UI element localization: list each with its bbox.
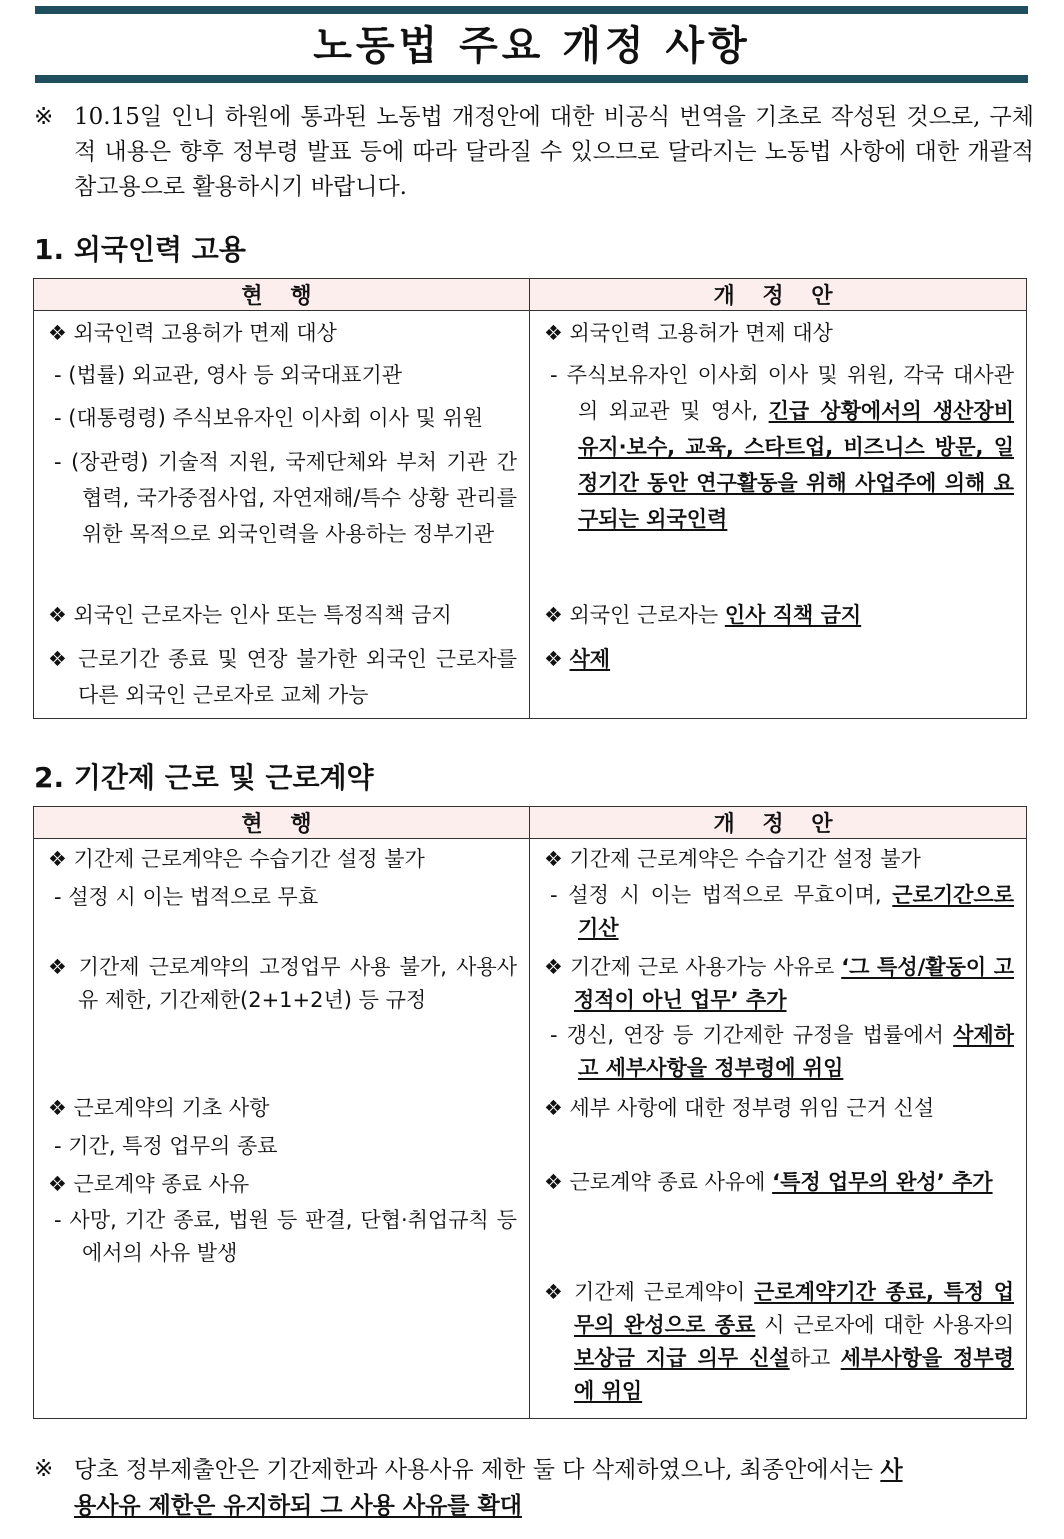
current-subitem: - (법률) 외교관, 영사 등 외국대표기관 — [54, 363, 403, 387]
column-amend-header: 개 정 안 — [530, 279, 1027, 311]
column-current-header: 현 행 — [34, 279, 530, 311]
underlined-text: ‘그 특성/활동이 고정적이 아닌 업무’ 추가 — [574, 955, 1014, 1012]
amend-item: ❖ 기간제 근로계약이 근로계약기간 종료, 특정 업무의 완성으로 종료 시 근로자에 대한 사용자의 보상금 지급 의무 신설하고 세부사항을 정부령에 위임 — [544, 1280, 1014, 1403]
underlined-text: 긴급 상황에서의 생산장비 유지·보수, 교육, 스타트업, 비즈니스 방문, 일정기간 동안 연구활동을 위해 사업주에 의해 요구되는 외국인력 — [578, 399, 1014, 531]
page-title: 노동법 주요 개정 사항 — [313, 23, 751, 69]
current-subitem: - (장관령) 기술적 지원, 국제단체와 부처 기관 간 협력, 국가중점사업, 자연재해/특수 상황 관리를 위한 목적으로 외국인력을 사용하는 정부기관 — [54, 450, 517, 546]
note-mark: ※ — [34, 1456, 54, 1482]
top-note — [34, 100, 1034, 205]
underlined-text: 보상금 지급 의무 신설 — [574, 1346, 790, 1370]
amend-item: ❖ 기간제 근로 사용가능 사유로 ‘그 특성/활동이 고정적이 아닌 업무’ 추가 — [544, 955, 1014, 1012]
bottom-note — [34, 1452, 914, 1524]
current-item: ❖ 근로계약 종료 사유 — [48, 1172, 250, 1196]
amend-subitem: - 주식보유자인 이사회 이사 및 위원, 각국 대사관의 외교관 및 영사, 긴급 상황에서의 생산장비 유지·보수, 교육, 스타트업, 비즈니스 방문, 일정기간 동안 연구활동을 위해 사업주에 의해 요구되는 외국인력 — [550, 363, 1014, 531]
top-rule-lower — [35, 75, 1028, 83]
amend-item: ❖ 외국인력 고용허가 면제 대상 — [544, 321, 833, 345]
amend-item: ❖ 세부 사항에 대한 정부령 위임 근거 신설 — [544, 1096, 935, 1120]
underlined-text: 삭제하고 세부사항을 정부령에 위임 — [578, 1023, 1014, 1080]
amend-item: ❖ 외국인 근로자는 인사 직책 금지 — [544, 603, 862, 627]
underlined-text: 세부사항을 정부령에 위임 — [574, 1346, 1014, 1403]
current-item: ❖ 기간제 근로계약은 수습기간 설정 불가 — [48, 847, 425, 871]
current-subitem: - (대통령령) 주식보유자인 이사회 이사 및 위원 — [54, 406, 484, 430]
section-2-table — [33, 806, 1027, 1419]
underlined-text: 사용사유 제한은 유지하되 그 사용 사유를 확대 — [74, 1456, 903, 1519]
current-subitem: - 사망, 기간 종료, 법원 등 판결, 단협·취업규칙 등에서의 사유 발생 — [54, 1208, 517, 1265]
current-item: ❖ 기간제 근로계약의 고정업무 사용 불가, 사용사유 제한, 기간제한(2+1+2년) 등 규정 — [48, 955, 517, 1012]
underlined-text: ‘특정 업무의 완성’ 추가 — [772, 1170, 993, 1194]
current-item: ❖ 외국인 근로자는 인사 또는 특정직책 금지 — [48, 603, 452, 627]
amend-item: ❖ 근로계약 종료 사유에 ‘특정 업무의 완성’ 추가 — [544, 1170, 993, 1194]
amend-subitem: - 갱신, 연장 등 기간제한 규정을 법률에서 삭제하고 세부사항을 정부령에 위임 — [550, 1023, 1014, 1080]
underlined-text: 근로기간으로 기산 — [578, 883, 1014, 940]
column-current-header: 현 행 — [34, 807, 530, 839]
amend-subitem: - 설정 시 이는 법적으로 무효이며, 근로기간으로 기산 — [550, 883, 1014, 940]
current-item: ❖ 외국인력 고용허가 면제 대상 — [48, 321, 337, 345]
top-rule-upper — [35, 6, 1028, 14]
current-item: ❖ 근로계약의 기초 사항 — [48, 1096, 270, 1120]
current-subitem: - 기간, 특정 업무의 종료 — [54, 1134, 278, 1158]
note-mark: ※ — [34, 104, 54, 130]
top-note-text: 10.15일 인니 하원에 통과된 노동법 개정안에 대한 비공식 번역을 기초로 작성된 것으로, 구체적 내용은 향후 정부령 발표 등에 따라 달라질 수 있으므로 달라지는 노동법 사항에 대한 개괄적 참고용으로 활용하시기 바랍니다. — [74, 104, 1034, 200]
amend-item: ❖ 삭제 — [544, 647, 611, 671]
section-2-current-cell — [34, 839, 530, 1419]
bottom-note-text: 당초 정부제출안은 기간제한과 사용사유 제한 둘 다 삭제하였으나, 최종안에서는 사용사유 제한은 유지하되 그 사용 사유를 확대 — [74, 1456, 903, 1519]
section-2-amend-cell — [530, 839, 1027, 1419]
section-2-heading: 2. 기간제 근로 및 근로계약 — [34, 761, 374, 794]
current-subitem: - 설정 시 이는 법적으로 무효 — [54, 885, 319, 909]
section-1-table — [33, 278, 1027, 719]
section-1-amend-cell — [530, 311, 1027, 719]
underlined-text: 근로계약기간 종료, 특정 업무의 완성으로 종료 — [574, 1280, 1014, 1337]
current-item: ❖ 근로기간 종료 및 연장 불가한 외국인 근로자를 다른 외국인 근로자로 교체 가능 — [48, 647, 517, 707]
amend-item: ❖ 기간제 근로계약은 수습기간 설정 불가 — [544, 847, 921, 871]
underlined-text: 삭제 — [569, 647, 611, 671]
section-1-heading: 1. 외국인력 고용 — [34, 233, 246, 266]
underlined-text: 인사 직책 금지 — [724, 603, 862, 627]
column-amend-header: 개 정 안 — [530, 807, 1027, 839]
section-1-current-cell — [34, 311, 530, 719]
